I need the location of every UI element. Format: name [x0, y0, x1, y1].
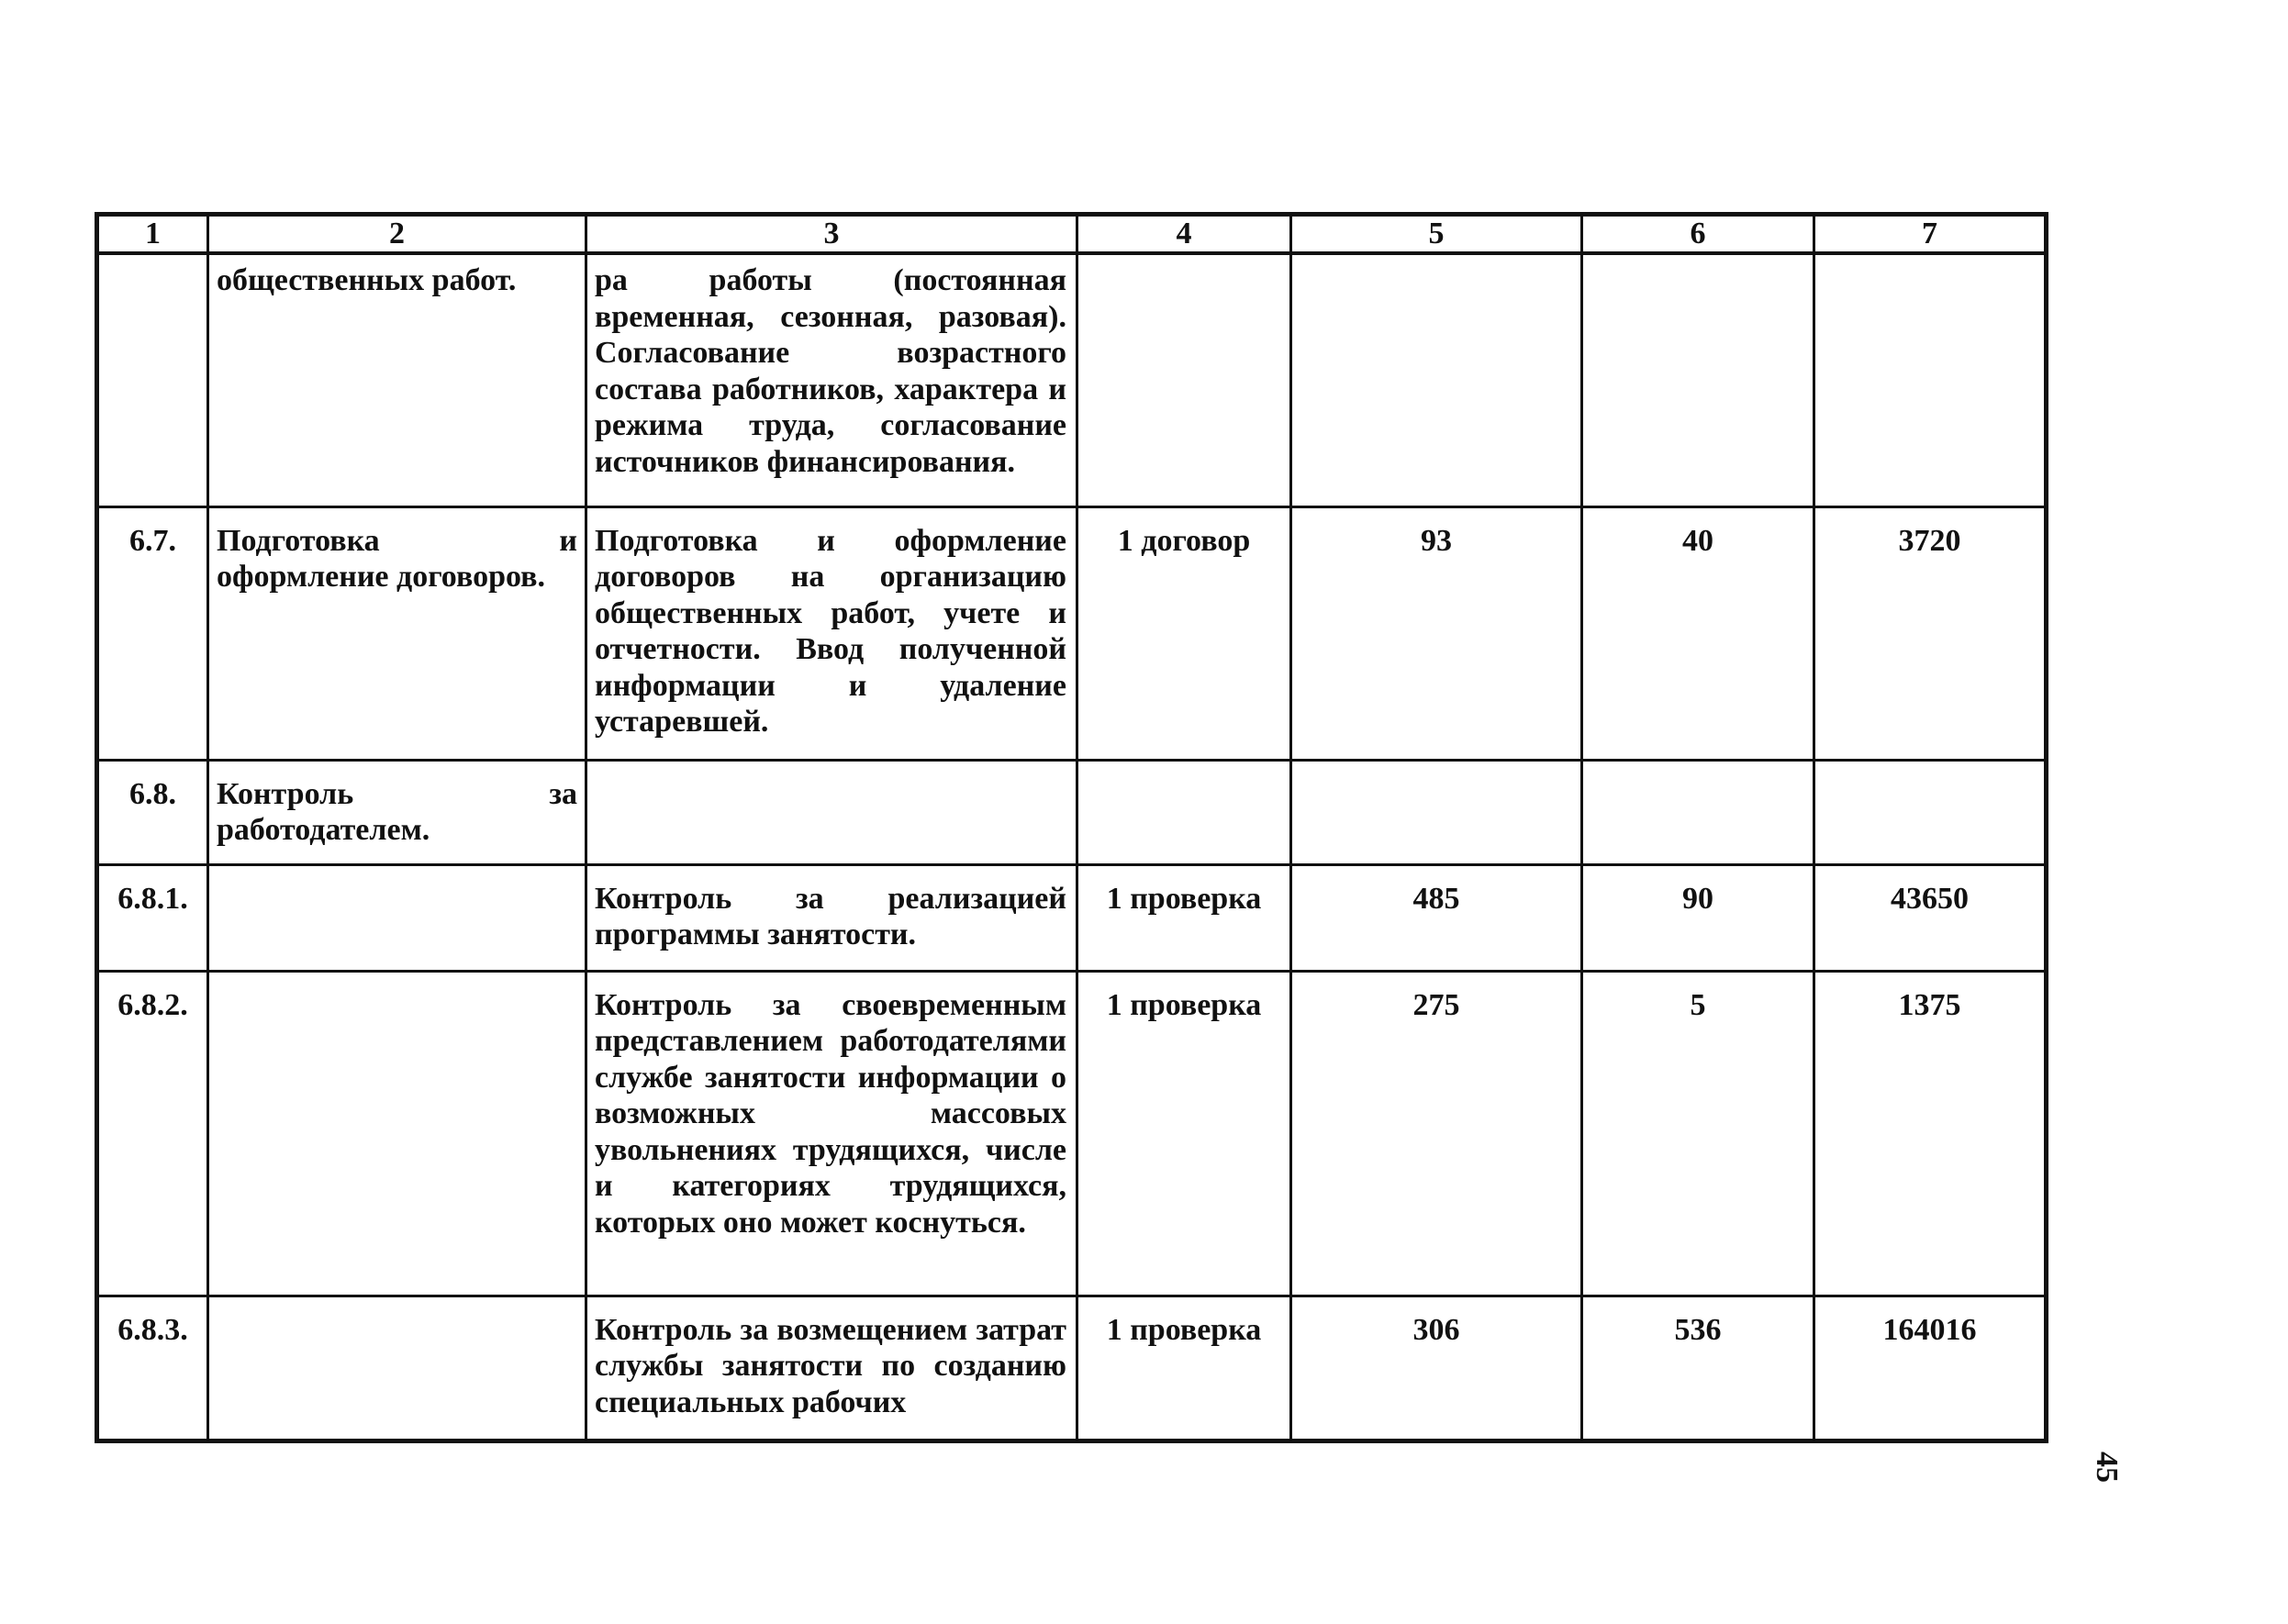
column-header: 6 [1582, 215, 1814, 254]
item-col7 [1814, 253, 2047, 506]
table-row [97, 864, 2047, 971]
item-code: 6.7. [97, 506, 208, 760]
item-description: Подготовка и оформление договоров на организацию общественных работ, учете и отчетности. Ввод полученной информации и удаление устаревшей. [586, 506, 1077, 760]
item-unit: 1 договор [1077, 506, 1291, 760]
item-code [97, 253, 208, 506]
table-row [97, 971, 2047, 1296]
item-col7 [1814, 760, 2047, 864]
table-row [97, 760, 2047, 864]
column-header: 4 [1077, 215, 1291, 254]
item-col6 [1582, 760, 1814, 864]
table-row [97, 506, 2047, 760]
item-code: 6.8. [97, 760, 208, 864]
item-name: Контроль за работодателем. [208, 760, 586, 864]
item-col5 [1291, 253, 1582, 506]
item-col7: 164016 [1814, 1296, 2047, 1440]
column-header: 2 [208, 215, 586, 254]
column-header: 3 [586, 215, 1077, 254]
item-col5 [1291, 760, 1582, 864]
item-description [586, 760, 1077, 864]
column-header: 1 [97, 215, 208, 254]
item-description: ра работы (постоянная временная, сезонная, разовая). Согласование возрастного состава работников, характера и режима труда, согласование источников финансирования. [586, 253, 1077, 506]
item-name [208, 1296, 586, 1440]
item-unit: 1 проверка [1077, 864, 1291, 971]
column-header: 7 [1814, 215, 2047, 254]
item-code: 6.8.2. [97, 971, 208, 1296]
item-col6: 536 [1582, 1296, 1814, 1440]
norms-table [95, 212, 2048, 1443]
table-row [97, 253, 2047, 506]
page-number: 45 [2090, 1452, 2124, 1483]
item-col7: 43650 [1814, 864, 2047, 971]
item-code: 6.8.3. [97, 1296, 208, 1440]
item-unit: 1 проверка [1077, 971, 1291, 1296]
item-unit [1077, 760, 1291, 864]
item-code: 6.8.1. [97, 864, 208, 971]
table-row [97, 1296, 2047, 1440]
item-name: общественных работ. [208, 253, 586, 506]
item-col5: 306 [1291, 1296, 1582, 1440]
item-col6: 5 [1582, 971, 1814, 1296]
item-col7: 3720 [1814, 506, 2047, 760]
item-description: Контроль за реализацией программы занятости. [586, 864, 1077, 971]
item-col6 [1582, 253, 1814, 506]
item-col5: 93 [1291, 506, 1582, 760]
item-description: Контроль за своевременным представлением работодателями службе занятости информации о возможных массовых увольнениях трудящихся, числе и категориях трудящихся, которых оно может коснуться. [586, 971, 1077, 1296]
item-name [208, 864, 586, 971]
table-header-row [97, 215, 2047, 254]
item-col6: 90 [1582, 864, 1814, 971]
item-name [208, 971, 586, 1296]
column-header: 5 [1291, 215, 1582, 254]
item-col5: 275 [1291, 971, 1582, 1296]
item-name: Подготовка и оформление договоров. [208, 506, 586, 760]
item-col7: 1375 [1814, 971, 2047, 1296]
item-description: Контроль за возмещением затрат службы занятости по созданию специальных рабочих [586, 1296, 1077, 1440]
item-col5: 485 [1291, 864, 1582, 971]
item-col6: 40 [1582, 506, 1814, 760]
item-unit: 1 проверка [1077, 1296, 1291, 1440]
item-unit [1077, 253, 1291, 506]
